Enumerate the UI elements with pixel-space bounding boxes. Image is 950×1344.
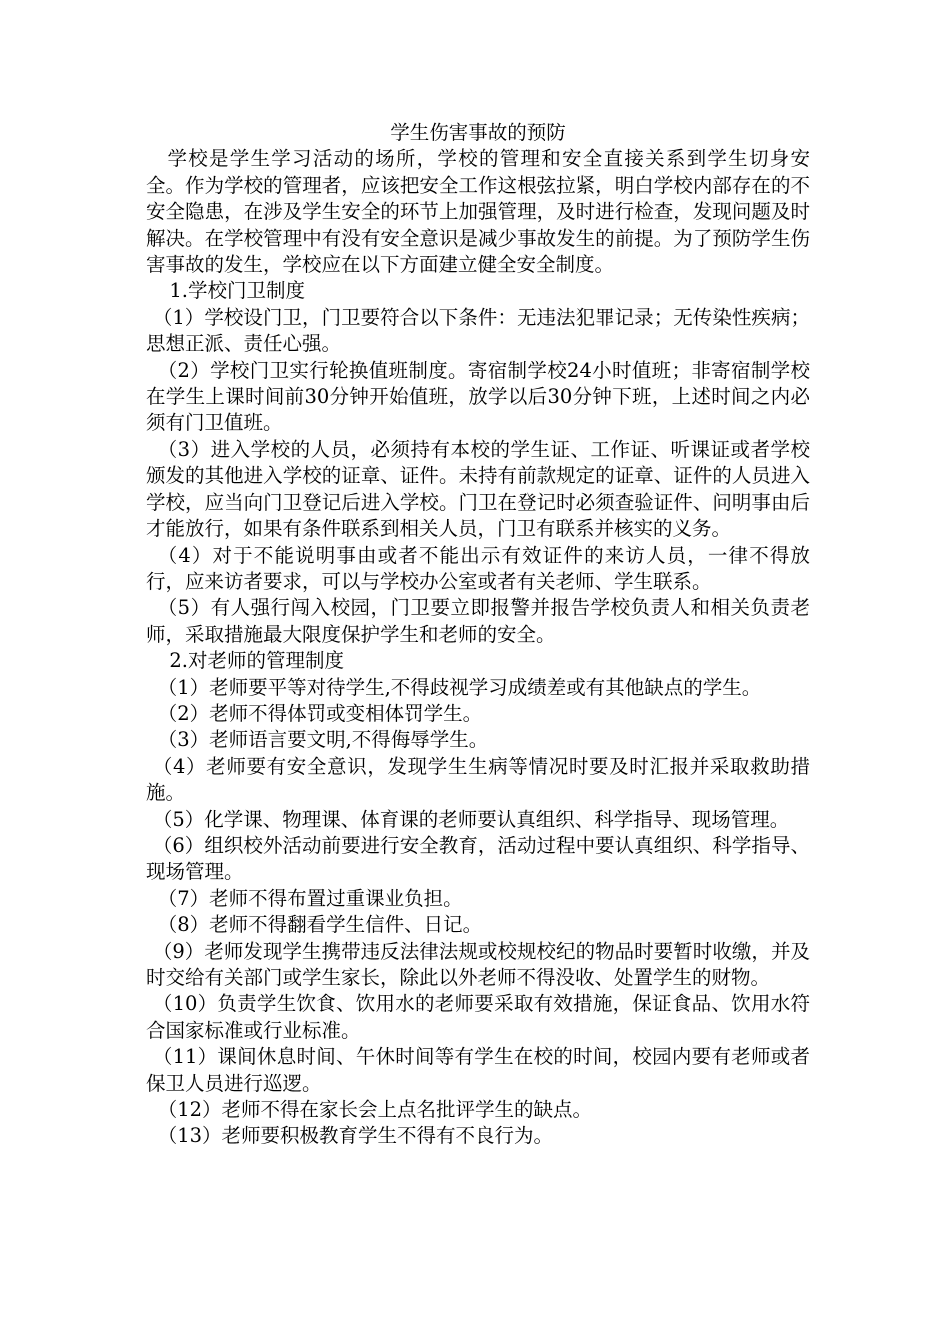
teacher-item-3: （3）老师语言要文明,不得侮辱学生。 bbox=[157, 728, 489, 752]
teacher-item-2: （2）老师不得体罚或变相体罚学生。 bbox=[157, 701, 483, 725]
teacher-item-5: （5）化学课、物理课、体育课的老师要认真组织、科学指导、现场管理。 bbox=[152, 807, 790, 831]
section-heading-teacher: 2.对老师的管理制度 bbox=[169, 649, 344, 673]
gatekeeper-item-3: （3）进入学校的人员，必须持有本校的学生证、工作证、听课证或者学校颁发的其他进入学校的证章、证件。未持有前款规定的证章、证件的人员进入学校，应当向门卫登记后进入学校。门卫在登记时必须查验证件、问明事由后才能放行，如果有条件联系到相关人员，门卫有联系并核实的义务。 bbox=[146, 437, 810, 541]
teacher-item-1: （1）老师要平等对待学生,不得歧视学习成绩差或有其他缺点的学生。 bbox=[157, 675, 762, 699]
teacher-item-10: （10）负责学生饮食、饮用水的老师要采取有效措施，保证食品、饮用水符合国家标准或行业标准。 bbox=[146, 992, 810, 1042]
teacher-item-9: （9）老师发现学生携带违反法律法规或校规校纪的物品时要暂时收缴，并及时交给有关部门或学生家长，除此以外老师不得没收、处置学生的财物。 bbox=[146, 939, 810, 989]
document-title: 学生伤害事故的预防 bbox=[390, 121, 566, 144]
teacher-item-8: （8）老师不得翻看学生信件、日记。 bbox=[157, 913, 483, 937]
teacher-item-6: （6）组织校外活动前要进行安全教育，活动过程中要认真组织、科学指导、现场管理。 bbox=[146, 833, 810, 884]
section-heading-gatekeeper: 1.学校门卫制度 bbox=[169, 279, 305, 303]
teacher-item-11: （11）课间休息时间、午休时间等有学生在校的时间，校园内要有老师或者保卫人员进行巡逻。 bbox=[146, 1045, 810, 1095]
gatekeeper-item-2: （2）学校门卫实行轮换值班制度。寄宿制学校24小时值班；非寄宿制学校在学生上课时间前30分钟开始值班，放学以后30分钟下班，上述时间之内必须有门卫值班。 bbox=[146, 358, 810, 435]
intro-paragraph: 学校是学生学习活动的场所，学校的管理和安全直接关系到学生切身安全。作为学校的管理者，应该把安全工作这根弦拉紧，明白学校内部存在的不安全隐患，在涉及学生安全的环节上加强管理，及时进行检查，发现问题及时解决。在学校管理中有没有安全意识是减少事故发生的前提。为了预防学生伤害事故的发生，学校应在以下方面建立健全安全制度。 bbox=[146, 147, 810, 277]
teacher-item-7: （7）老师不得布置过重课业负担。 bbox=[157, 886, 463, 910]
gatekeeper-item-1: （1）学校设门卫，门卫要符合以下条件：无违法犯罪记录；无传染性疾病；思想正派、责任心强。 bbox=[146, 305, 810, 356]
teacher-item-4: （4）老师要有安全意识，发现学生生病等情况时要及时汇报并采取救助措施。 bbox=[146, 754, 810, 805]
document-page bbox=[146, 120, 810, 1150]
teacher-item-13: （13）老师要积极教育学生不得有不良行为。 bbox=[157, 1124, 554, 1148]
gatekeeper-item-4: （4）对于不能说明事由或者不能出示有效证件的来访人员，一律不得放行，应来访者要求，可以与学校办公室或者有关老师、学生联系。 bbox=[146, 543, 810, 593]
teacher-item-12: （12）老师不得在家长会上点名批评学生的缺点。 bbox=[157, 1098, 593, 1122]
gatekeeper-item-5: （5）有人强行闯入校园，门卫要立即报警并报告学校负责人和相关负责老师，采取措施最大限度保护学生和老师的安全。 bbox=[146, 596, 810, 646]
